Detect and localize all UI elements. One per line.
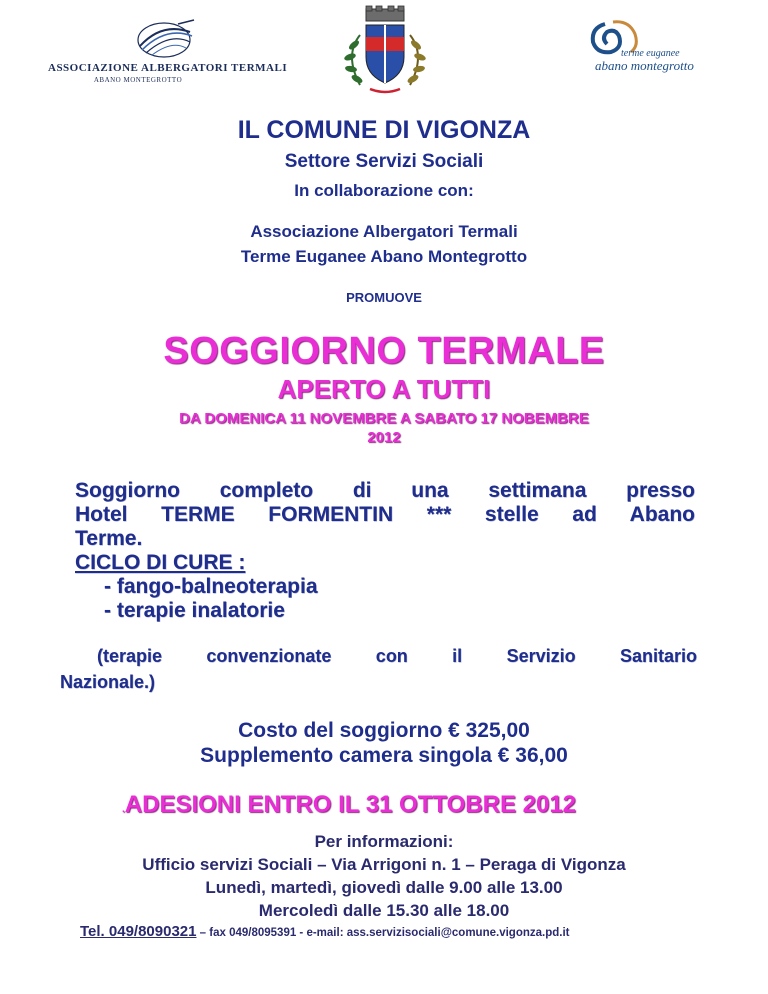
note-line-2: Nazionale.) [60, 672, 156, 692]
main-title: SOGGIORNO TERMALE [163, 330, 605, 372]
info-contacts [80, 923, 720, 940]
dates-line-1: DA DOMENICA 11 NOVEMBRE A SABATO 17 NOBEMBRE [179, 410, 589, 427]
comune-title: IL COMUNE DI VIGONZA [237, 116, 531, 144]
cure-item-fango: - fango-balneoterapia [104, 575, 318, 598]
terme-euganee-text: Terme Euganee Abano Montegrotto [240, 247, 528, 266]
adesioni-deadline [122, 791, 576, 819]
settore-subtitle: Settore Servizi Sociali [284, 151, 484, 172]
dates-line-2: 2012 [367, 429, 401, 446]
telephone-link[interactable]: Tel. 049/8090321 [80, 923, 197, 940]
costo-soggiorno: Costo del soggiorno € 325,00 [238, 719, 530, 742]
associazione-text: Associazione Albergatori Termali [250, 222, 518, 241]
collaborazione-text: In collaborazione con: [294, 181, 474, 200]
adesioni-dot: . [122, 804, 125, 815]
cure-item-inalatorie: - terapie inalatorie [104, 599, 285, 622]
info-orari-2: Mercoledì dalle 15.30 alle 18.00 [258, 901, 510, 920]
aperto-subtitle: APERTO A TUTTI [277, 374, 491, 404]
body-line-2: Hotel TERME FORMENTIN *** stelle ad Abano [75, 503, 695, 526]
terme-euganee-logo [585, 18, 715, 80]
supplemento-singola: Supplemento camera singola € 36,00 [200, 744, 568, 767]
info-heading: Per informazioni: [314, 832, 454, 851]
terme-euganee-logo-line1: terme euganee [621, 48, 680, 59]
note-line-1: (terapie convenzionate con il Servizio Sanitario [97, 646, 697, 666]
coat-of-arms-icon [330, 5, 440, 97]
vigonza-crest [330, 5, 440, 97]
terme-euganee-logo-line2: abano montegrotto [595, 58, 694, 73]
fax-email-text: – fax 049/8095391 - e-mail: ass.servizisociali@comune.vigonza.pd.it [196, 927, 570, 939]
albergatori-logo-sub: ABANO MONTEGROTTO [93, 76, 183, 84]
body-line-1: Soggiorno completo di una settimana presso [75, 479, 695, 502]
adesioni-text: ADESIONI ENTRO IL 31 OTTOBRE 2012 [124, 791, 577, 818]
info-ufficio: Ufficio servizi Sociali – Via Arrigoni n. 1 – Peraga di Vigonza [142, 855, 626, 874]
albergatori-logo-name: ASSOCIAZIONE ALBERGATORI TERMALI [48, 62, 288, 74]
promuove-text: PROMUOVE [346, 290, 422, 305]
info-orari-1: Lunedì, martedì, giovedì dalle 9.00 alle 13.00 [205, 878, 563, 897]
globe-swirl-icon [128, 18, 198, 60]
albergatori-logo [48, 18, 288, 88]
body-line-3: Terme. [75, 527, 143, 550]
cure-heading: CICLO DI CURE : [75, 551, 246, 574]
